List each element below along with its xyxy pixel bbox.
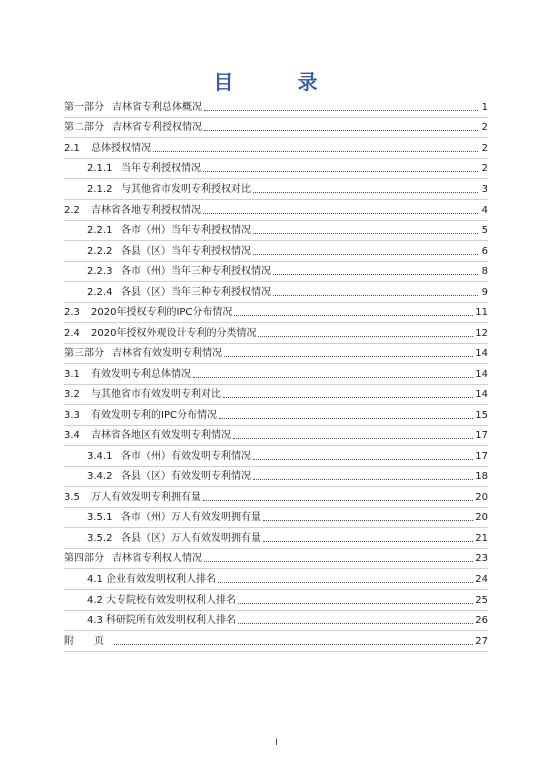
toc-dot-leader — [233, 438, 473, 439]
toc-entry-number: 3.3 — [64, 410, 80, 421]
toc-entry-page-number: 14 — [475, 389, 488, 400]
toc-entry-page-number: 2 — [481, 122, 488, 133]
toc-entry-page-number: 2 — [481, 163, 488, 174]
toc-entry[interactable] — [87, 613, 488, 627]
toc-entry-label: 吉林省专利权人情况 — [112, 553, 202, 564]
toc-entry-page-number: 15 — [475, 410, 488, 421]
toc-entry-page-number: 5 — [481, 225, 488, 236]
toc-entry-label: 各县（区）有效发明专利情况 — [121, 471, 251, 482]
toc-entry-label: 与其他省市有效发明专利对比 — [91, 389, 221, 400]
row-divider — [64, 548, 488, 549]
toc-entry-number: 2.4 — [64, 328, 80, 339]
row-divider — [64, 220, 488, 221]
toc-entry[interactable] — [87, 572, 488, 586]
toc-dot-leader — [273, 295, 478, 296]
toc-entry-label: 万人有效发明专利拥有量 — [91, 492, 201, 503]
toc-entry[interactable] — [87, 449, 488, 463]
toc-dot-leader — [238, 603, 473, 604]
toc-entry-number: 2.2.4 — [87, 287, 113, 298]
toc-entry-label: 吉林省有效发明专利情况 — [112, 348, 222, 359]
toc-entry-number: 2.2.3 — [87, 266, 113, 277]
toc-entry[interactable] — [87, 285, 488, 299]
row-divider — [64, 425, 488, 426]
toc-entry-label: 各市（州）当年三种专利授权情况 — [121, 266, 271, 277]
toc-dot-leader — [193, 377, 473, 378]
toc-dot-leader — [204, 130, 478, 131]
toc-entry[interactable] — [64, 634, 488, 648]
row-divider — [64, 281, 488, 282]
toc-entry[interactable] — [64, 346, 488, 360]
row-divider — [64, 404, 488, 405]
toc-dot-leader — [203, 171, 478, 172]
toc-dot-leader — [238, 623, 473, 624]
toc-entry-page-number: 17 — [475, 430, 488, 441]
toc-entry-number: 4.2 — [87, 595, 103, 606]
toc-entry[interactable] — [64, 408, 488, 422]
toc-dot-leader — [253, 479, 473, 480]
toc-dot-leader — [253, 459, 473, 460]
toc-entry-number: 2.1 — [64, 143, 80, 154]
toc-entry-page-number: 14 — [475, 369, 488, 380]
toc-dot-leader — [273, 274, 478, 275]
toc-entry-page-number: 27 — [475, 636, 488, 647]
toc-entry-number: 附 页 — [64, 636, 104, 647]
toc-entry-label: 各县（区）万人有效发明拥有量 — [121, 533, 261, 544]
toc-entry-page-number: 12 — [475, 328, 488, 339]
toc-entry-number: 第三部分 — [64, 348, 104, 359]
toc-entry[interactable] — [64, 367, 488, 381]
toc-entry-label: 吉林省各地专利授权情况 — [91, 205, 201, 216]
toc-entry-page-number: 26 — [475, 615, 488, 626]
toc-entry-label: 吉林省专利总体概况 — [112, 102, 202, 113]
toc-entry-page-number: 20 — [475, 492, 488, 503]
toc-entry-number: 3.5.1 — [87, 512, 113, 523]
toc-entry-label: 各市（州）当年专利授权情况 — [121, 225, 251, 236]
toc-entry[interactable] — [64, 203, 488, 217]
toc-dot-leader — [203, 500, 473, 501]
toc-entry-label: 总体授权情况 — [91, 143, 151, 154]
toc-dot-leader — [114, 644, 473, 645]
row-divider — [64, 137, 488, 138]
row-divider — [64, 486, 488, 487]
row-divider — [64, 589, 488, 590]
toc-entry[interactable] — [64, 305, 488, 319]
toc-dot-leader — [253, 192, 478, 193]
row-divider — [64, 322, 488, 323]
row-divider — [64, 363, 488, 364]
toc-entry-page-number: 17 — [475, 451, 488, 462]
toc-dot-leader — [253, 254, 478, 255]
toc-entry[interactable] — [87, 161, 488, 175]
toc-entry[interactable] — [64, 326, 488, 340]
toc-entry-label: 科研院所有效发明权利人排名 — [106, 615, 236, 626]
row-divider — [64, 507, 488, 508]
row-divider — [64, 630, 488, 631]
toc-entry-label: 各县（区）当年三种专利授权情况 — [121, 287, 271, 298]
toc-entry-label: 各市（州）有效发明专利情况 — [121, 451, 251, 462]
toc-dot-leader — [153, 151, 478, 152]
toc-entry-number: 3.4.1 — [87, 451, 113, 462]
toc-entry-label: 有效发明专利的IPC分布情况 — [91, 410, 217, 421]
toc-entry-page-number: 3 — [481, 184, 488, 195]
toc-entry[interactable] — [87, 510, 488, 524]
toc-entry-label: 与其他省市发明专利授权对比 — [121, 184, 251, 195]
toc-entry-number: 2.1.1 — [87, 163, 113, 174]
toc-entry-number: 2.3 — [64, 307, 80, 318]
toc-entry-page-number: 1 — [481, 102, 488, 113]
toc-entry-page-number: 2 — [481, 143, 488, 154]
toc-entry-number: 4.3 — [87, 615, 103, 626]
row-divider — [64, 343, 488, 344]
toc-entry-label: 2020年授权专利的IPC分布情况 — [91, 307, 233, 318]
toc-entry-number: 3.4.2 — [87, 471, 113, 482]
toc-entry-number: 第一部分 — [64, 102, 104, 113]
toc-entry-label: 当年专利授权情况 — [121, 163, 201, 174]
toc-entry[interactable] — [87, 593, 488, 607]
toc-entry-number: 第二部分 — [64, 122, 104, 133]
toc-entry-number: 3.1 — [64, 369, 80, 380]
page-footer-number: I — [275, 738, 278, 748]
toc-entry[interactable] — [87, 223, 488, 237]
toc-entry-label: 大专院校有效发明权利人排名 — [106, 595, 236, 606]
toc-entry-number: 2.1.2 — [87, 184, 113, 195]
toc-entry-label: 各市（州）万人有效发明拥有量 — [121, 512, 261, 523]
toc-entry-page-number: 8 — [481, 266, 488, 277]
toc-entry-page-number: 18 — [475, 471, 488, 482]
toc-entry[interactable] — [87, 264, 488, 278]
toc-entry-number: 第四部分 — [64, 553, 104, 564]
toc-title: 目 录 — [213, 70, 340, 94]
toc-entry-label: 2020年授权外观设计专利的分类情况 — [91, 328, 257, 339]
toc-dot-leader — [223, 397, 473, 398]
row-divider — [64, 568, 488, 569]
toc-entry-page-number: 9 — [481, 287, 488, 298]
row-divider — [64, 199, 488, 200]
row-divider — [64, 117, 488, 118]
toc-dot-leader — [218, 582, 473, 583]
toc-dot-leader — [204, 561, 473, 562]
toc-entry-page-number: 23 — [475, 553, 488, 564]
toc-entry-page-number: 11 — [475, 307, 488, 318]
row-divider — [64, 384, 488, 385]
toc-entry-label: 吉林省各地区有效发明专利情况 — [91, 430, 231, 441]
row-divider — [64, 302, 488, 303]
toc-entry-page-number: 20 — [475, 512, 488, 523]
toc-entry[interactable] — [64, 551, 488, 565]
toc-dot-leader — [234, 315, 473, 316]
row-divider — [64, 240, 488, 241]
toc-entry-page-number: 4 — [481, 205, 488, 216]
row-divider — [64, 610, 488, 611]
toc-entry[interactable] — [87, 182, 488, 196]
row-divider — [64, 445, 488, 446]
toc-entry-number: 2.2.2 — [87, 246, 113, 257]
toc-entry-number: 4.1 — [87, 574, 103, 585]
toc-entry-page-number: 6 — [481, 246, 488, 257]
toc-entry[interactable] — [87, 244, 488, 258]
toc-entry-number: 2.2.1 — [87, 225, 113, 236]
row-divider — [64, 261, 488, 262]
toc-entry[interactable] — [64, 120, 488, 134]
toc-dot-leader — [224, 356, 473, 357]
toc-entry[interactable] — [64, 428, 488, 442]
toc-entry[interactable] — [87, 469, 488, 483]
toc-entry-number: 3.2 — [64, 389, 80, 400]
toc-dot-leader — [219, 418, 473, 419]
toc-entry-number: 3.4 — [64, 430, 80, 441]
row-divider — [64, 178, 488, 179]
toc-entry-label: 企业有效发明权利人排名 — [106, 574, 216, 585]
row-divider — [64, 466, 488, 467]
toc-entry-number: 3.5 — [64, 492, 80, 503]
toc-dot-leader — [253, 233, 478, 234]
toc-entry-page-number: 21 — [475, 533, 488, 544]
toc-dot-leader — [263, 541, 473, 542]
row-divider — [64, 158, 488, 159]
toc-entry-label: 吉林省专利授权情况 — [112, 122, 202, 133]
toc-entry-page-number: 24 — [475, 574, 488, 585]
toc-dot-leader — [203, 213, 478, 214]
toc-entry-label: 有效发明专利总体情况 — [91, 369, 191, 380]
toc-entry-label: 各县（区）当年专利授权情况 — [121, 246, 251, 257]
toc-entry[interactable] — [64, 387, 488, 401]
toc-entry[interactable] — [87, 531, 488, 545]
toc-entry-number: 2.2 — [64, 205, 80, 216]
toc-entry[interactable] — [64, 100, 488, 114]
toc-entry-number: 3.5.2 — [87, 533, 113, 544]
toc-dot-leader — [263, 520, 473, 521]
toc-dot-leader — [258, 336, 473, 337]
toc-entry-page-number: 14 — [475, 348, 488, 359]
toc-entry[interactable] — [64, 490, 488, 504]
toc-dot-leader — [204, 110, 478, 111]
row-divider — [64, 651, 488, 652]
row-divider — [64, 527, 488, 528]
toc-entry[interactable] — [64, 141, 488, 155]
toc-entry-page-number: 25 — [475, 595, 488, 606]
